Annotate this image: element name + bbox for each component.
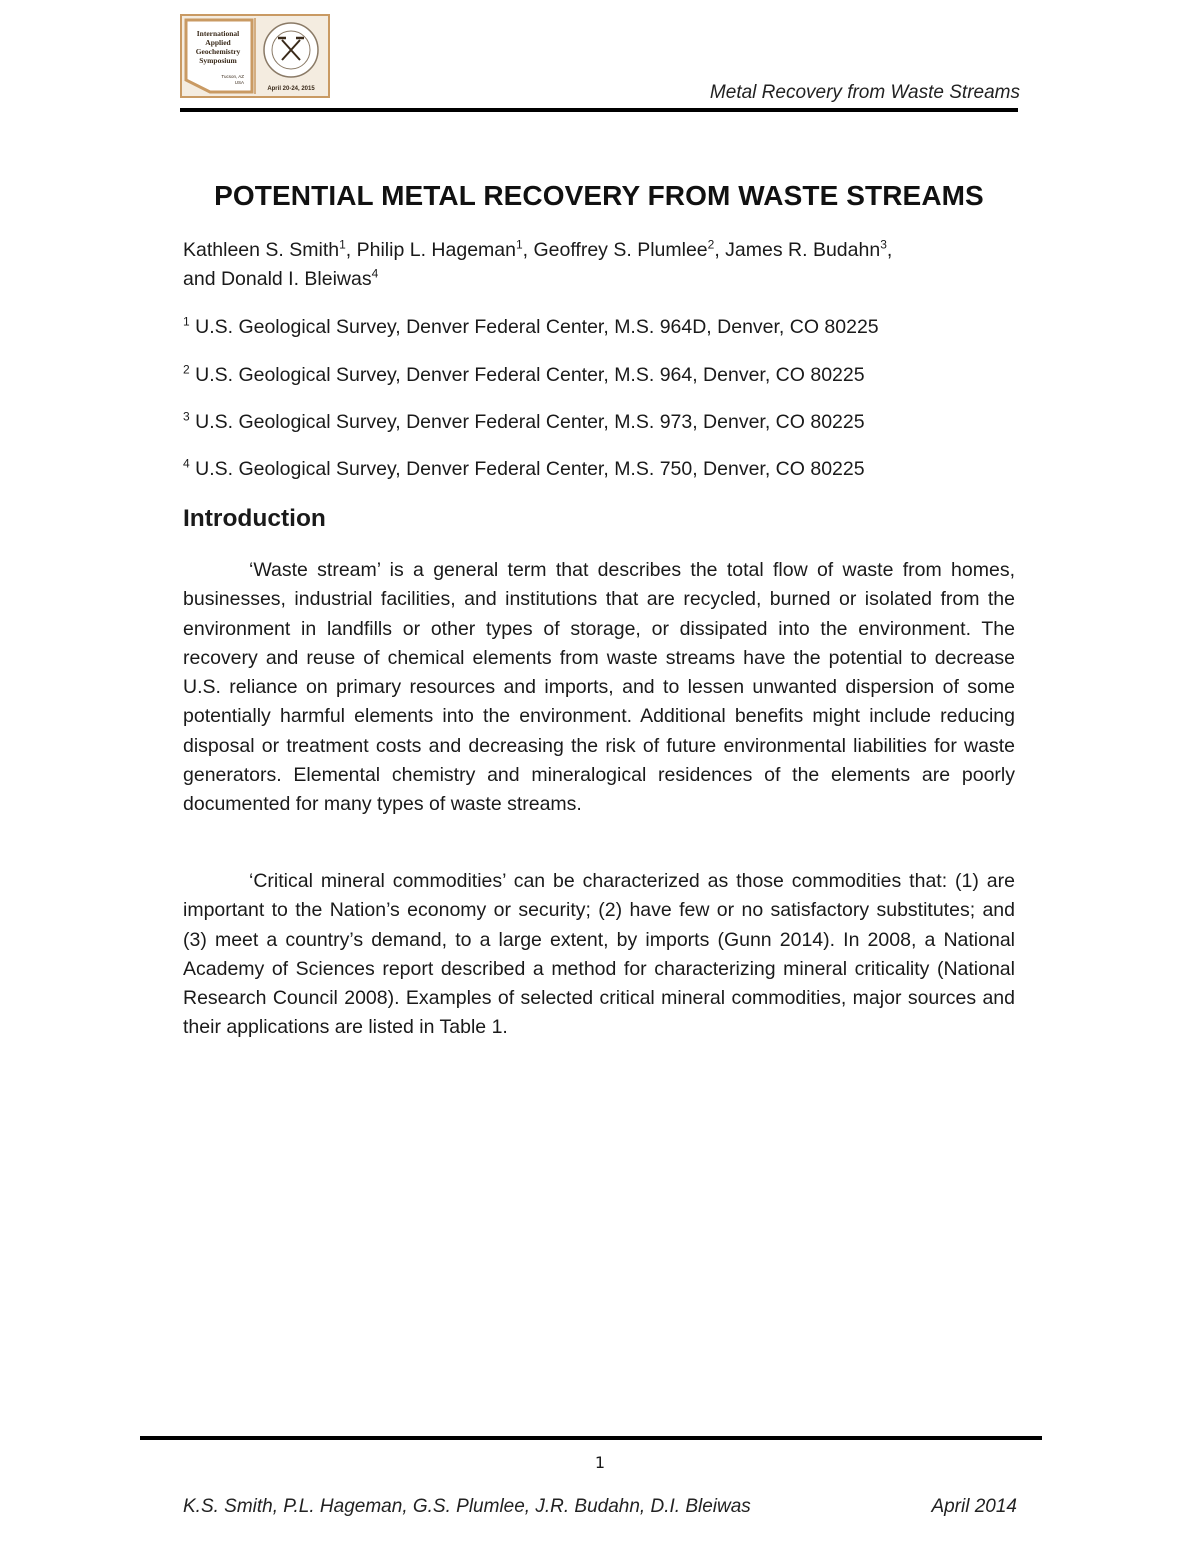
author-separator: , [345,239,357,261]
logo-dates: April 20-24, 2015 [267,86,315,92]
author-mark: 2 [707,237,715,252]
body-paragraph: ‘Critical mineral commodities’ can be characterized as those commodities that: (1) are important to the Nation’s economy or security; (2) have few or no satisfactory substitutes; and (3) meet a country’s demand, to a large extent, by imports (Gunn 2014). In 2008, a National Academy of Sciences report described a method for characterizing mineral criticality (National Research Council 2008). Examples of selected critical mineral commodities, major sources and their applications are listed in Table 1. [183,870,1015,1039]
paper-title: POTENTIAL METAL RECOVERY FROM WASTE STREAMS [214,180,984,211]
author-mark: 1 [339,237,346,252]
footer-date: April 2014 [931,1496,1017,1517]
author-separator: , [522,239,534,261]
logo-line-4: Symposium [199,56,237,65]
affiliation-text: U.S. Geological Survey, Denver Federal Center, M.S. 750, Denver, CO 80225 [195,458,865,480]
logo-line-2: Applied [205,38,231,47]
affiliation-text: U.S. Geological Survey, Denver Federal Center, M.S. 973, Denver, CO 80225 [195,411,865,433]
author-mark: 3 [880,237,887,252]
affiliation-text: U.S. Geological Survey, Denver Federal Center, M.S. 964, Denver, CO 80225 [195,364,865,386]
affiliation-text: U.S. Geological Survey, Denver Federal Center, M.S. 964D, Denver, CO 80225 [195,316,879,338]
footer-authors: K.S. Smith, P.L. Hageman, G.S. Plumlee, J.R. Budahn, D.I. Bleiwas [183,1496,751,1517]
author-separator: , [886,239,893,261]
author-name: and Donald I. Bleiwas [183,268,372,290]
logo-location-1: Tucson, AZ [221,74,244,79]
section-heading: Introduction [183,505,326,532]
header-rule [180,108,1018,112]
author-mark: 4 [371,266,379,281]
page-number: 1 [594,1453,606,1472]
affiliation [183,457,1018,481]
body-paragraph: ‘Waste stream’ is a general term that describes the total flow of waste from homes, businesses, industrial facilities, and institutions that are recycled, burned or isolated from the environment in landfills or other types of storage, or dissipated into the environment. The recovery and reuse of chemical elements from waste streams have the potential to decrease U.S. reliance on primary resources and imports, and to lessen unwanted dispersion of some potentially harmful elements into the environment. Additional benefits might include reducing disposal or treatment costs and decreasing the risk of future environmental liabilities for waste generators. Elemental chemistry and mineralogical residences of the elements are poorly documented for many types of waste streams. [183,559,1015,816]
author-separator: , [714,239,726,261]
author-list [183,236,1018,294]
author-mark: 1 [515,237,523,252]
logo-line-3: Geochemistry [195,47,241,56]
author-name: Geoffrey S. Plumlee [533,239,708,261]
affiliation-mark: 1 [183,314,190,329]
running-head: Metal Recovery from Waste Streams [709,82,1020,103]
author-name: James R. Budahn [725,239,881,261]
logo-line-1: International [196,29,240,38]
affiliation [183,363,1018,387]
affiliation [183,315,1018,339]
affiliation-mark: 2 [183,362,190,377]
affiliation-mark: 3 [183,409,190,424]
author-name: Philip L. Hageman [356,239,516,261]
author-name: Kathleen S. Smith [183,239,340,261]
logo-location-2: USA [234,80,244,85]
affiliation-mark: 4 [183,456,190,471]
symposium-logo [180,14,330,98]
affiliation [183,410,1018,434]
footer-rule [140,1436,1042,1440]
